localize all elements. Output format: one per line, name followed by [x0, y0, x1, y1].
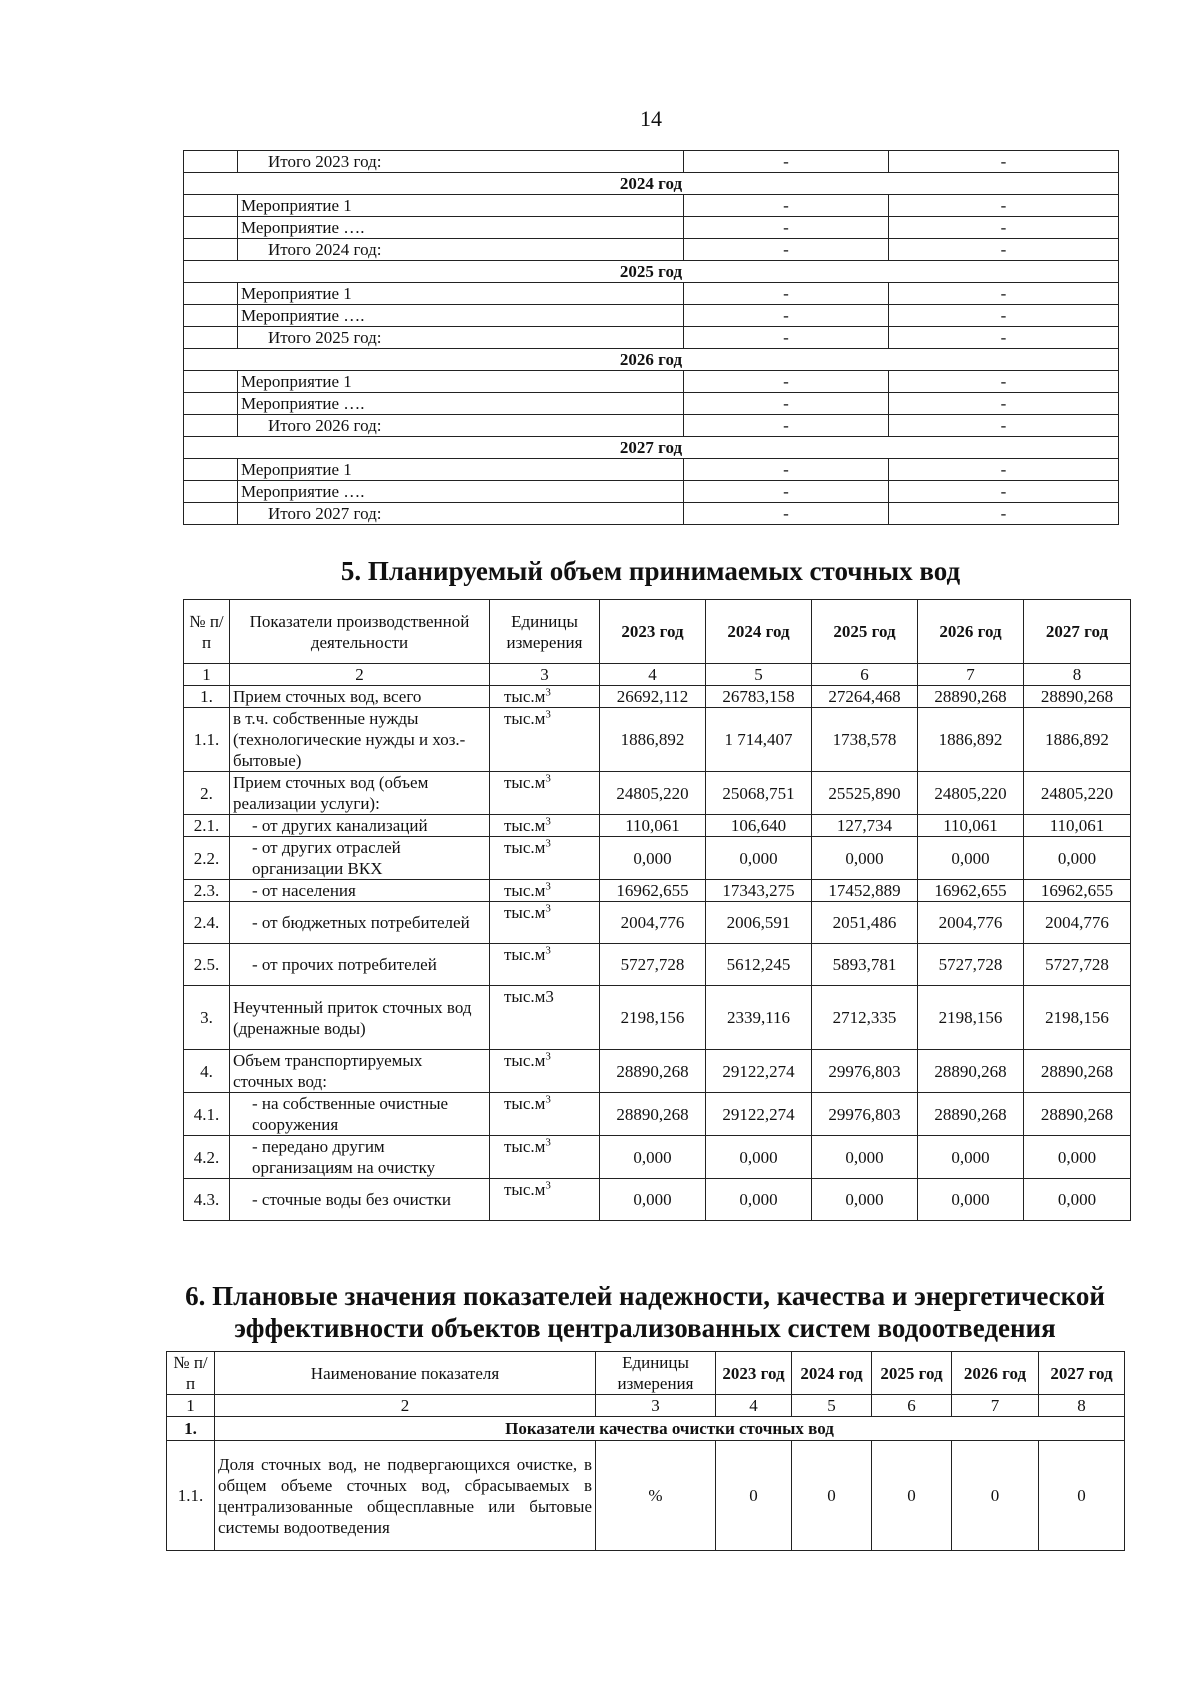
row-number: 4.: [184, 1050, 230, 1093]
blank-cell: [184, 195, 238, 217]
header-year: 2026 год: [918, 600, 1024, 664]
unit-exponent: 3: [545, 944, 551, 957]
section-5-title: 5. Планируемый объем принимаемых сточных вод: [340, 556, 961, 586]
measure-row: [184, 283, 1119, 305]
value-cell: 24805,220: [918, 772, 1024, 815]
value-cell: 5612,245: [706, 944, 812, 986]
unit-cell: [490, 1093, 600, 1136]
value-cell: 17452,889: [812, 880, 918, 902]
indicator-name: - от прочих потребителей: [230, 944, 490, 986]
value-cell: 2006,591: [706, 902, 812, 944]
table-row: [184, 708, 1131, 772]
value-cell: 29976,803: [812, 1093, 918, 1136]
col-number: 1: [184, 664, 230, 686]
blank-cell: [184, 393, 238, 415]
indicator-name: - от бюджетных потребителей: [230, 902, 490, 944]
table-row: [167, 1441, 1125, 1551]
unit-cell: [490, 880, 600, 902]
unit-text: тыс.м: [504, 838, 546, 857]
unit-text: тыс.м: [504, 816, 546, 835]
value-cell: 0: [1039, 1441, 1125, 1551]
unit-cell: [490, 686, 600, 708]
value-cell: 28890,268: [1024, 1050, 1131, 1093]
value-cell: 5727,728: [600, 944, 706, 986]
value-cell: 16962,655: [918, 880, 1024, 902]
table-row: [184, 837, 1131, 880]
value-cell: 0,000: [918, 837, 1024, 880]
indicator-name: - от других канализаций: [230, 815, 490, 837]
value-cell: 28890,268: [918, 1050, 1024, 1093]
header-year: 2024 год: [792, 1352, 872, 1395]
table-row: [184, 815, 1131, 837]
year-row: [184, 261, 1119, 283]
value-cell: 2004,776: [600, 902, 706, 944]
header-year: 2027 год: [1039, 1352, 1125, 1395]
year-row: [184, 173, 1119, 195]
header-indicator: Показатели производственной деятельности: [230, 600, 490, 664]
group-num: 1.: [167, 1417, 215, 1441]
measure-row: [184, 459, 1119, 481]
measure-row: [184, 195, 1119, 217]
value-cell: -: [889, 371, 1119, 393]
header-num: № п/п: [184, 600, 230, 664]
value-cell: 0,000: [812, 837, 918, 880]
total-label: Итого 2025 год:: [238, 327, 684, 349]
table-row: [184, 1050, 1131, 1093]
value-cell: -: [684, 371, 889, 393]
unit-text: тыс.м: [504, 945, 546, 964]
value-cell: 27264,468: [812, 686, 918, 708]
blank-cell: [184, 305, 238, 327]
header-year: 2023 год: [600, 600, 706, 664]
year-heading: 2025 год: [184, 261, 1119, 283]
value-cell: 28890,268: [600, 1050, 706, 1093]
row-number: 2.5.: [184, 944, 230, 986]
year-row: [184, 437, 1119, 459]
value-cell: 0,000: [918, 1136, 1024, 1179]
value-cell: 28890,268: [918, 1093, 1024, 1136]
measure-row: [184, 393, 1119, 415]
unit-exponent: 3: [545, 837, 551, 850]
col-number: 3: [490, 664, 600, 686]
measure-row: [184, 415, 1119, 437]
measure-label: Мероприятие 1: [238, 195, 684, 217]
unit-cell: [490, 837, 600, 880]
value-cell: 0,000: [706, 1179, 812, 1221]
col-number: 3: [596, 1395, 716, 1417]
header-unit: Единицы измерения: [596, 1352, 716, 1395]
value-cell: 16962,655: [600, 880, 706, 902]
col-number: 2: [230, 664, 490, 686]
value-cell: 16962,655: [1024, 880, 1131, 902]
unit-cell: [490, 944, 600, 986]
unit-text: тыс.м: [504, 903, 546, 922]
table-row: [184, 1093, 1131, 1136]
header-num: № п/п: [167, 1352, 215, 1395]
value-cell: 5893,781: [812, 944, 918, 986]
value-cell: 29122,274: [706, 1093, 812, 1136]
unit-exponent: 3: [545, 708, 551, 721]
measure-label: Мероприятие 1: [238, 459, 684, 481]
value-cell: -: [684, 195, 889, 217]
table-row: [184, 1179, 1131, 1221]
row-number: 2.: [184, 772, 230, 815]
value-cell: -: [889, 503, 1119, 525]
value-cell: -: [889, 283, 1119, 305]
col-number: 6: [812, 664, 918, 686]
indicator-name: Объем транспортируемых сточных вод:: [230, 1050, 490, 1093]
value-cell: 0,000: [1024, 837, 1131, 880]
blank-cell: [184, 283, 238, 305]
unit-cell: [490, 1179, 600, 1221]
value-cell: 0: [716, 1441, 792, 1551]
measure-label: Мероприятие 1: [238, 283, 684, 305]
unit-text: тыс.м: [504, 687, 546, 706]
value-cell: -: [684, 217, 889, 239]
unit-text: тыс.м: [504, 1094, 546, 1113]
value-cell: 26783,158: [706, 686, 812, 708]
col-number: 8: [1039, 1395, 1125, 1417]
value-cell: 110,061: [600, 815, 706, 837]
value-cell: -: [684, 393, 889, 415]
value-cell: -: [684, 239, 889, 261]
row-number: 1.: [184, 686, 230, 708]
section-6-title: 6. Плановые значения показателей надежности, качества и энергетической эффективности объектов централизованных систем водоотведения: [185, 1281, 1105, 1343]
header-year: 2025 год: [812, 600, 918, 664]
row-number: 4.3.: [184, 1179, 230, 1221]
indicator-name: в т.ч. собственные нужды (технологические нужды и хоз.-бытовые): [230, 708, 490, 772]
blank-cell: [184, 371, 238, 393]
header-year: 2027 год: [1024, 600, 1131, 664]
value-cell: 24805,220: [600, 772, 706, 815]
value-cell: 0,000: [812, 1179, 918, 1221]
value-cell: -: [684, 459, 889, 481]
measure-row: [184, 371, 1119, 393]
value-cell: -: [684, 283, 889, 305]
year-heading: 2026 год: [184, 349, 1119, 371]
value-cell: -: [684, 305, 889, 327]
indicator-name: - на собственные очистные сооружения: [230, 1093, 490, 1136]
total-label: Итого 2023 год:: [238, 151, 684, 173]
header-year: 2024 год: [706, 600, 812, 664]
value-cell: 127,734: [812, 815, 918, 837]
row-number: 1.1.: [184, 708, 230, 772]
value-cell: -: [684, 327, 889, 349]
unit-cell: [490, 772, 600, 815]
col-number: 4: [716, 1395, 792, 1417]
total-label: Итого 2027 год:: [238, 503, 684, 525]
unit-exponent: 3: [545, 772, 551, 785]
value-cell: 28890,268: [600, 1093, 706, 1136]
blank-cell: [184, 239, 238, 261]
unit-exponent: 3: [545, 902, 551, 915]
unit-exponent: 3: [545, 1179, 551, 1192]
measure-row: [184, 151, 1119, 173]
value-cell: 0,000: [918, 1179, 1024, 1221]
value-cell: -: [889, 327, 1119, 349]
value-cell: 17343,275: [706, 880, 812, 902]
col-number: 5: [792, 1395, 872, 1417]
table-row: [184, 986, 1131, 1050]
unit-text: тыс.м: [504, 1180, 546, 1199]
indicator-name: Доля сточных вод, не подвергающихся очистке, в общем объеме сточных вод, сбрасываемых в централизованные общесплавные или бытовые системы водоотведения: [215, 1441, 596, 1551]
row-number: 2.2.: [184, 837, 230, 880]
blank-cell: [184, 151, 238, 173]
measure-row: [184, 327, 1119, 349]
value-cell: 25068,751: [706, 772, 812, 815]
blank-cell: [184, 481, 238, 503]
value-cell: 24805,220: [1024, 772, 1131, 815]
unit-exponent: 3: [545, 686, 551, 699]
value-cell: 0,000: [600, 837, 706, 880]
value-cell: 110,061: [918, 815, 1024, 837]
value-cell: 2198,156: [918, 986, 1024, 1050]
unit-cell: [490, 902, 600, 944]
header-unit: Единицы измерения: [490, 600, 600, 664]
value-cell: 0: [872, 1441, 952, 1551]
indicator-name: Неучтенный приток сточных вод (дренажные воды): [230, 986, 490, 1050]
value-cell: 0: [952, 1441, 1039, 1551]
table-row: [184, 944, 1131, 986]
value-cell: 1 714,407: [706, 708, 812, 772]
indicator-name: - от других отраслей организации ВКХ: [230, 837, 490, 880]
table-row: [184, 686, 1131, 708]
col-number: 6: [872, 1395, 952, 1417]
value-cell: 28890,268: [1024, 686, 1131, 708]
unit-cell: [490, 1136, 600, 1179]
value-cell: 2004,776: [918, 902, 1024, 944]
header-year: 2026 год: [952, 1352, 1039, 1395]
table-row: [184, 902, 1131, 944]
value-cell: 2198,156: [1024, 986, 1131, 1050]
unit-text: тыс.м3: [504, 987, 554, 1006]
measure-label: Мероприятие ….: [238, 305, 684, 327]
value-cell: 110,061: [1024, 815, 1131, 837]
unit-cell: [490, 815, 600, 837]
blank-cell: [184, 415, 238, 437]
unit-exponent: 3: [545, 1136, 551, 1149]
header-name: Наименование показателя: [215, 1352, 596, 1395]
row-number: 4.1.: [184, 1093, 230, 1136]
value-cell: -: [889, 305, 1119, 327]
table-row: [184, 880, 1131, 902]
col-number: 1: [167, 1395, 215, 1417]
value-cell: 0,000: [1024, 1179, 1131, 1221]
measure-label: Мероприятие 1: [238, 371, 684, 393]
row-number: 2.1.: [184, 815, 230, 837]
unit-cell: [490, 986, 600, 1050]
indicator-name: Прием сточных вод (объем реализации услуги):: [230, 772, 490, 815]
measures-table: [183, 150, 1119, 525]
measure-row: [184, 239, 1119, 261]
blank-cell: [184, 503, 238, 525]
value-cell: 2712,335: [812, 986, 918, 1050]
unit-text: тыс.м: [504, 881, 546, 900]
value-cell: -: [684, 151, 889, 173]
value-cell: -: [684, 415, 889, 437]
year-row: [184, 349, 1119, 371]
value-cell: 25525,890: [812, 772, 918, 815]
value-cell: 5727,728: [918, 944, 1024, 986]
value-cell: -: [889, 415, 1119, 437]
col-number: 7: [918, 664, 1024, 686]
value-cell: 0: [792, 1441, 872, 1551]
value-cell: 28890,268: [918, 686, 1024, 708]
value-cell: -: [889, 151, 1119, 173]
value-cell: -: [889, 217, 1119, 239]
measure-label: Мероприятие ….: [238, 393, 684, 415]
value-cell: -: [889, 481, 1119, 503]
col-number: 2: [215, 1395, 596, 1417]
row-number: 4.2.: [184, 1136, 230, 1179]
unit-text: тыс.м: [504, 1051, 546, 1070]
value-cell: -: [889, 195, 1119, 217]
value-cell: 1738,578: [812, 708, 918, 772]
value-cell: 0,000: [706, 837, 812, 880]
unit-cell: %: [596, 1441, 716, 1551]
value-cell: -: [889, 459, 1119, 481]
row-number: 1.1.: [167, 1441, 215, 1551]
reliability-indicators-table: [166, 1351, 1125, 1551]
indicator-name: - передано другим организациям на очистку: [230, 1136, 490, 1179]
value-cell: 1886,892: [918, 708, 1024, 772]
table-row: [184, 772, 1131, 815]
total-label: Итого 2024 год:: [238, 239, 684, 261]
row-number: 2.3.: [184, 880, 230, 902]
unit-text: тыс.м: [504, 709, 546, 728]
value-cell: 1886,892: [1024, 708, 1131, 772]
unit-text: тыс.м: [504, 773, 546, 792]
unit-cell: [490, 1050, 600, 1093]
unit-exponent: 3: [545, 1093, 551, 1106]
value-cell: 2339,116: [706, 986, 812, 1050]
table-row: [184, 1136, 1131, 1179]
value-cell: 26692,112: [600, 686, 706, 708]
value-cell: -: [889, 393, 1119, 415]
value-cell: 0,000: [1024, 1136, 1131, 1179]
row-number: 2.4.: [184, 902, 230, 944]
wastewater-volume-table: [183, 599, 1131, 1221]
blank-cell: [184, 459, 238, 481]
value-cell: -: [889, 239, 1119, 261]
unit-exponent: 3: [545, 1050, 551, 1063]
unit-text: тыс.м: [504, 1137, 546, 1156]
measure-row: [184, 481, 1119, 503]
year-heading: 2027 год: [184, 437, 1119, 459]
measure-label: Мероприятие ….: [238, 217, 684, 239]
value-cell: 29976,803: [812, 1050, 918, 1093]
header-year: 2023 год: [716, 1352, 792, 1395]
indicator-name: Прием сточных вод, всего: [230, 686, 490, 708]
value-cell: -: [684, 503, 889, 525]
value-cell: 106,640: [706, 815, 812, 837]
value-cell: 0,000: [706, 1136, 812, 1179]
value-cell: 0,000: [600, 1136, 706, 1179]
value-cell: 0,000: [812, 1136, 918, 1179]
unit-exponent: 3: [545, 880, 551, 893]
page-number: 14: [640, 106, 662, 131]
measure-row: [184, 217, 1119, 239]
value-cell: 2198,156: [600, 986, 706, 1050]
value-cell: 0,000: [600, 1179, 706, 1221]
col-number: 5: [706, 664, 812, 686]
blank-cell: [184, 217, 238, 239]
year-heading: 2024 год: [184, 173, 1119, 195]
value-cell: 2051,486: [812, 902, 918, 944]
col-number: 8: [1024, 664, 1131, 686]
value-cell: 5727,728: [1024, 944, 1131, 986]
measure-row: [184, 503, 1119, 525]
indicator-name: - сточные воды без очистки: [230, 1179, 490, 1221]
col-number: 7: [952, 1395, 1039, 1417]
value-cell: 1886,892: [600, 708, 706, 772]
col-number: 4: [600, 664, 706, 686]
value-cell: -: [684, 481, 889, 503]
row-number: 3.: [184, 986, 230, 1050]
measure-row: [184, 305, 1119, 327]
blank-cell: [184, 327, 238, 349]
indicator-name: - от населения: [230, 880, 490, 902]
value-cell: 29122,274: [706, 1050, 812, 1093]
unit-cell: [490, 708, 600, 772]
value-cell: 2004,776: [1024, 902, 1131, 944]
total-label: Итого 2026 год:: [238, 415, 684, 437]
value-cell: 28890,268: [1024, 1093, 1131, 1136]
unit-exponent: 3: [545, 815, 551, 828]
header-year: 2025 год: [872, 1352, 952, 1395]
measure-label: Мероприятие ….: [238, 481, 684, 503]
group-label: Показатели качества очистки сточных вод: [215, 1417, 1125, 1441]
